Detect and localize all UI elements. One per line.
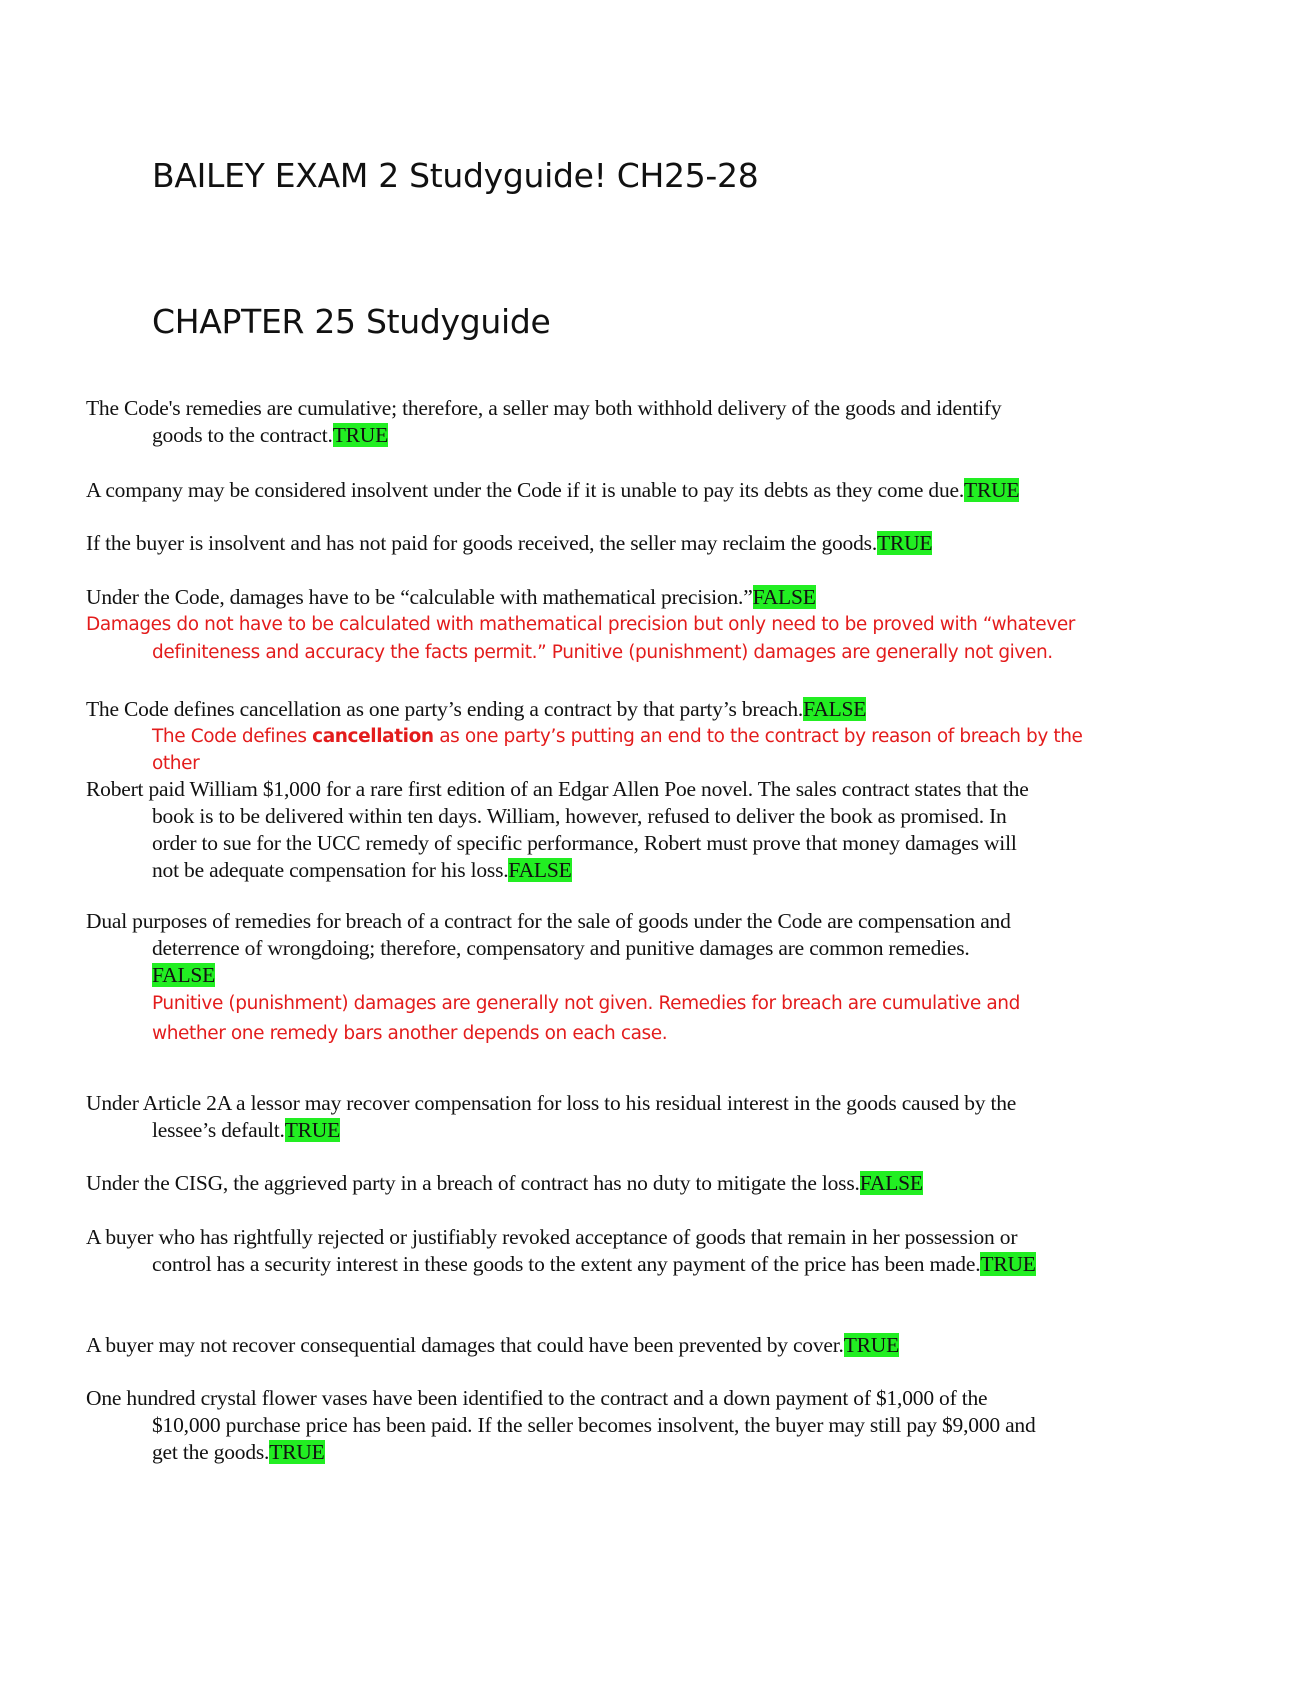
question-5 <box>86 696 1152 777</box>
question-text: control has a security interest in these goods to the extent any payment of the price has been made. <box>152 1252 981 1276</box>
question-text: Under Article 2A a lessor may recover compensation for loss to his residual interest in the goods caused by the <box>86 1091 1017 1115</box>
question-text: deterrence of wrongdoing; therefore, compensatory and punitive damages are common remedies. <box>152 936 970 960</box>
question-text: lessee’s default. <box>152 1118 285 1142</box>
question-6 <box>86 776 1152 884</box>
question-7 <box>86 908 1152 1049</box>
question-12 <box>86 1385 1152 1466</box>
question-text: One hundred crystal flower vases have been identified to the contract and a down payment of $1,000 of the <box>86 1386 988 1410</box>
question-8 <box>86 1090 1152 1144</box>
answer-badge: FALSE <box>152 963 216 987</box>
question-text: not be adequate compensation for his loss. <box>152 858 509 882</box>
question-text: If the buyer is insolvent and has not paid for goods received, the seller may reclaim the goods. <box>86 531 877 555</box>
answer-badge: TRUE <box>964 478 1020 502</box>
question-text: goods to the contract. <box>152 423 333 447</box>
question-text: Under the CISG, the aggrieved party in a breach of contract has no duty to mitigate the loss. <box>86 1171 860 1195</box>
document-title: BAILEY EXAM 2 Studyguide! CH25-28 <box>152 156 759 195</box>
question-text: Robert paid William $1,000 for a rare first edition of an Edgar Allen Poe novel. The sales contract states that the <box>86 777 1029 801</box>
question-text: The Code's remedies are cumulative; therefore, a seller may both withhold delivery of the goods and identify <box>86 396 1002 420</box>
question-11 <box>86 1332 1152 1359</box>
question-text: order to sue for the UCC remedy of specific performance, Robert must prove that money damages will <box>152 831 1017 855</box>
answer-badge: TRUE <box>332 423 389 447</box>
explanation-note: The Code defines cancellation as one party’s putting an end to the contract by reason of breach by the <box>152 726 1083 747</box>
explanation-note: definiteness and accuracy the facts permit.” Punitive (punishment) damages are generally not given. <box>152 642 1053 663</box>
answer-badge: FALSE <box>859 1171 923 1195</box>
question-text: The Code defines cancellation as one party’s ending a contract by that party’s breach. <box>86 697 804 721</box>
explanation-note: other <box>152 753 200 774</box>
question-2 <box>86 477 1152 504</box>
answer-badge: FALSE <box>508 858 572 882</box>
question-text: get the goods. <box>152 1440 270 1464</box>
question-text: Under the Code, damages have to be “calculable with mathematical precision.” <box>86 585 753 609</box>
question-text: Dual purposes of remedies for breach of a contract for the sale of goods under the Code are compensation and <box>86 909 1011 933</box>
explanation-note: Punitive (punishment) damages are generally not given. Remedies for breach are cumulative and <box>152 993 1020 1014</box>
question-text: book is to be delivered within ten days. William, however, refused to deliver the book as promised. In <box>152 804 1007 828</box>
answer-badge: FALSE <box>803 697 867 721</box>
answer-badge: TRUE <box>980 1252 1036 1276</box>
answer-badge: FALSE <box>752 585 816 609</box>
answer-badge: TRUE <box>269 1440 325 1464</box>
question-10 <box>86 1224 1152 1278</box>
question-9 <box>86 1170 1152 1197</box>
explanation-note: Damages do not have to be calculated with mathematical precision but only need to be proved with “whatever <box>86 614 1076 635</box>
question-text: A company may be considered insolvent under the Code if it is unable to pay its debts as they come due. <box>86 478 965 502</box>
question-1 <box>86 395 1152 449</box>
explanation-note: whether one remedy bars another depends on each case. <box>152 1023 668 1044</box>
chapter-heading: CHAPTER 25 Studyguide <box>152 302 551 341</box>
question-text: $10,000 purchase price has been paid. If the seller becomes insolvent, the buyer may still pay $9,000 and <box>152 1413 1036 1437</box>
question-3 <box>86 530 1152 557</box>
question-text: A buyer who has rightfully rejected or justifiably revoked acceptance of goods that remain in her possession or <box>86 1225 1018 1249</box>
explanation-emphasis: cancellation <box>312 726 434 747</box>
answer-badge: TRUE <box>843 1333 900 1357</box>
answer-badge: TRUE <box>284 1118 341 1142</box>
question-text: A buyer may not recover consequential damages that could have been prevented by cover. <box>86 1333 844 1357</box>
question-4 <box>86 584 1152 667</box>
answer-badge: TRUE <box>877 531 933 555</box>
